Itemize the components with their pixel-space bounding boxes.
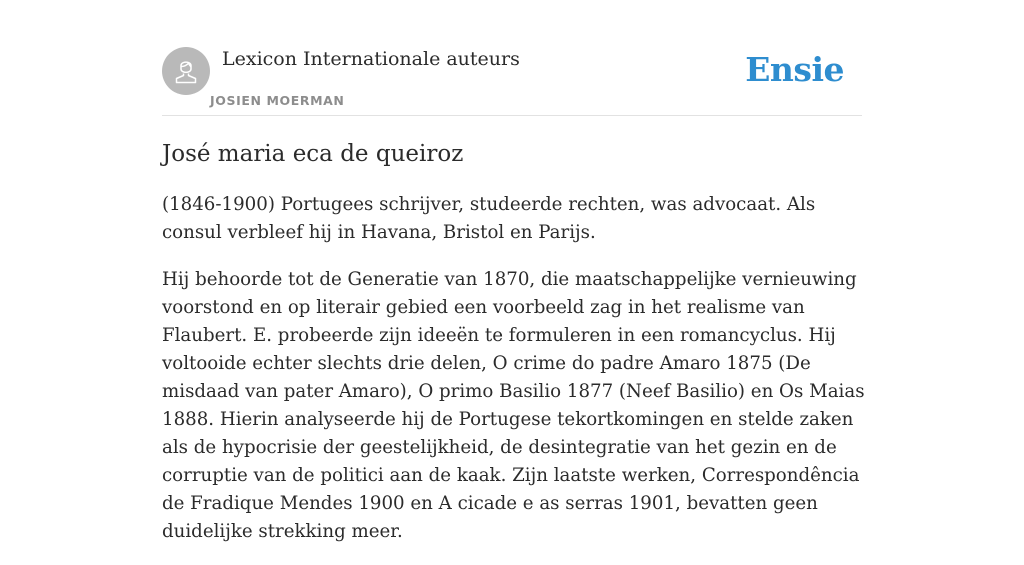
- collection-title[interactable]: Lexicon Internationale auteurs: [222, 48, 520, 70]
- site-logo[interactable]: Ensie: [745, 50, 844, 89]
- author-name[interactable]: JOSIEN MOERMAN: [210, 93, 345, 108]
- user-icon: [171, 56, 201, 86]
- entry-header: [162, 46, 862, 116]
- entry-paragraph: (1846-1900) Portugees schrijver, studeerde rechten, was advocaat. Als consul verbleef hij in Havana, Bristol en Parijs.: [162, 194, 816, 243]
- entry-title: José maria eca de queiroz: [162, 141, 464, 167]
- avatar[interactable]: [162, 47, 210, 95]
- entry-paragraph: Hij behoorde tot de Generatie van 1870, die maatschappelijke vernieuwing voorstond en op literair gebied een voorbeeld zag in het realisme van Flaubert. E. probeerde zijn ideeën te formuleren in een romancyclus. Hij voltooide echter slechts drie delen, O crime do padre Amaro 1875 (De misdaad van pater Amaro), O primo Basilio 1877 (Neef Basilio) en Os Maias 1888. Hierin analyseerde hij de Portugese tekortkomingen en stelde zaken als de hypocrisie der geestelijkheid, de desintegratie van het gezin en de corruptie van de politici aan de kaak. Zijn laatste werken, Correspondência de Fradique Mendes 1900 en A cicade e as serras 1901, bevatten geen duidelijke strekking meer.: [162, 269, 865, 542]
- entry-content: [162, 138, 867, 565]
